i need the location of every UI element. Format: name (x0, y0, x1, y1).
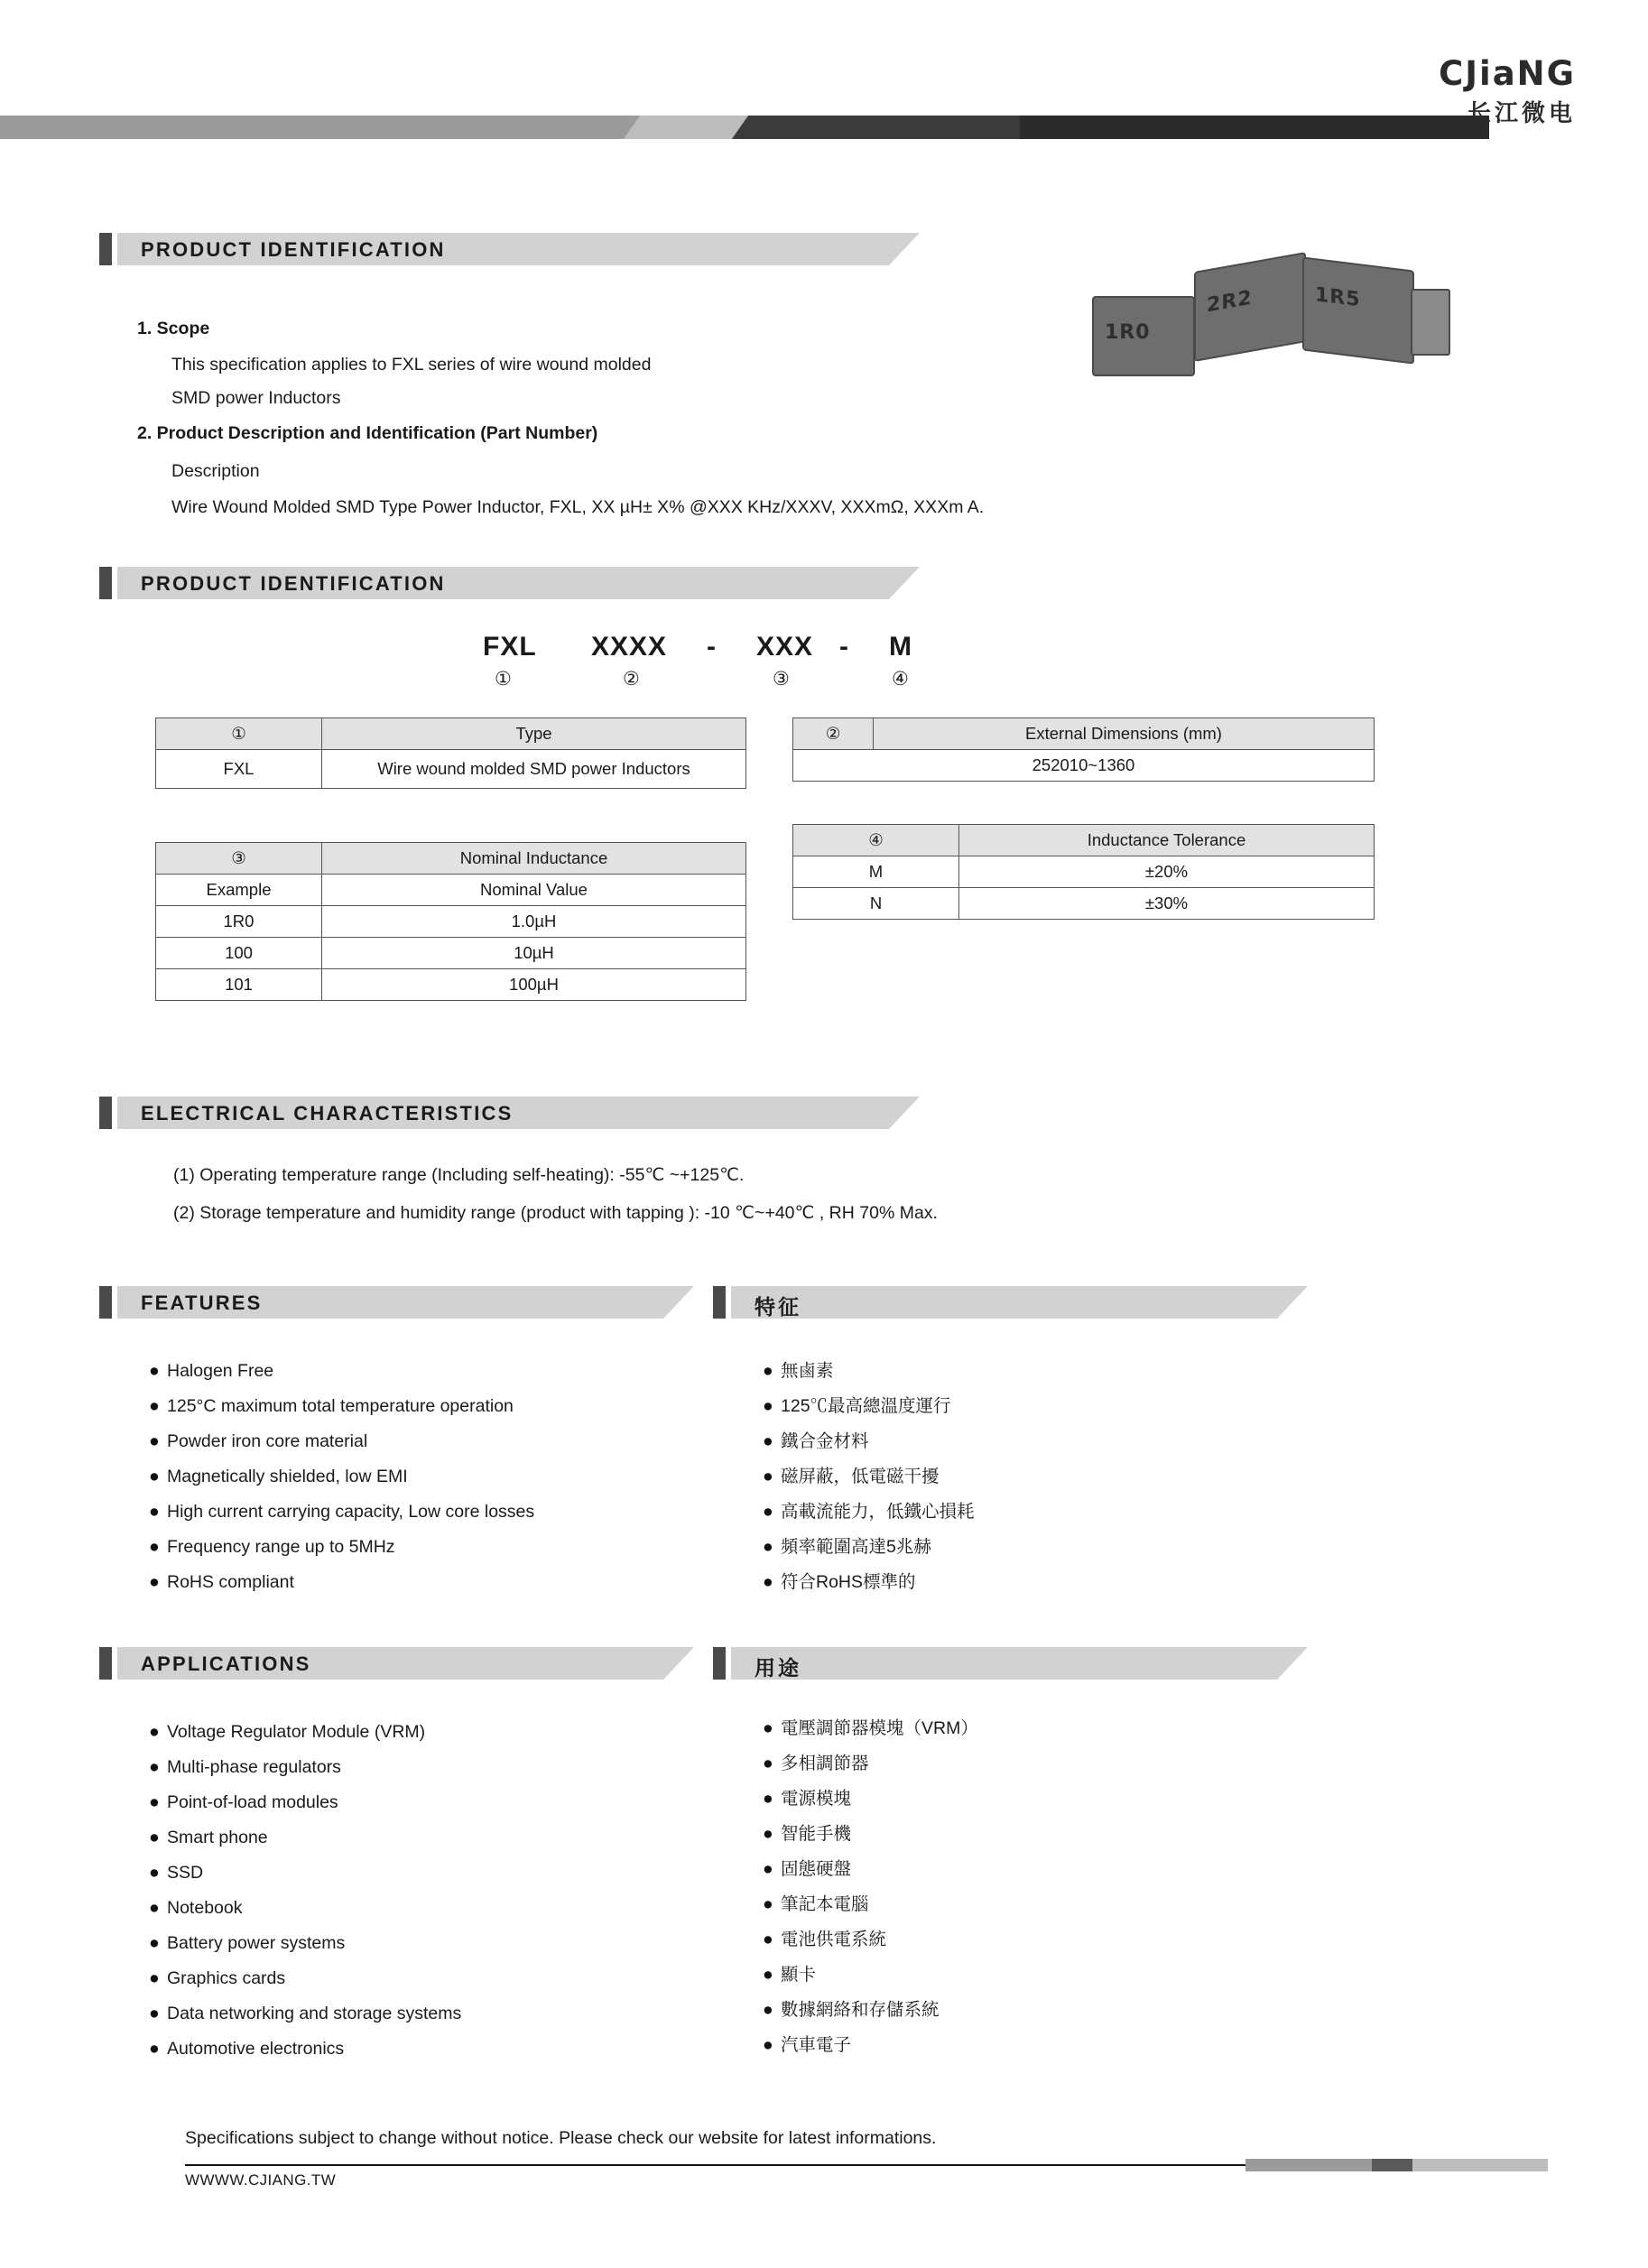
list-item (149, 1424, 534, 1459)
inductor-chip-3 (1302, 256, 1414, 364)
logo-chinese-name: 长江微电 (1467, 99, 1576, 126)
table-row (793, 825, 1375, 856)
table-row (156, 718, 746, 750)
part-number-token-2: XXXX (591, 632, 668, 662)
bullet-icon: ● (763, 2035, 773, 2055)
logo-wordmark: CJiaNG (1439, 54, 1576, 93)
chip-3-marking: 1R5 (1315, 283, 1361, 312)
part-number-marker-2: ② (623, 669, 640, 690)
list-item-label: Voltage Regulator Module (VRM) (167, 1722, 426, 1742)
table-row (793, 718, 1375, 750)
inductance-example-3: 101 (156, 969, 322, 1001)
scope-heading: 1. Scope (137, 319, 210, 338)
header-band-dark (1020, 116, 1489, 139)
bullet-icon: ● (149, 1467, 160, 1486)
bullet-icon: ● (763, 1396, 773, 1416)
list-item (149, 1715, 461, 1750)
list-item-label: 智能手機 (781, 1824, 852, 1844)
list-item-label: 符合RoHS標準的 (781, 1572, 916, 1592)
list-item-label: 多相調節器 (781, 1754, 869, 1773)
list-item (149, 1785, 461, 1820)
list-item (149, 1354, 534, 1389)
bullet-icon: ● (149, 1757, 160, 1777)
inductance-col2-header: Nominal Value (322, 875, 746, 906)
product-description-heading: 2. Product Description and Identification (Part Number) (137, 423, 598, 443)
list-item-label: 高載流能力，低鐵心損耗 (781, 1502, 975, 1522)
section-product-identification-1 (99, 233, 912, 265)
inductance-header-cell: Nominal Inductance (322, 843, 746, 875)
list-item-label: 筆記本電腦 (781, 1894, 869, 1914)
bullet-icon: ● (763, 1789, 773, 1809)
bullet-icon: ● (149, 1572, 160, 1592)
bullet-icon: ● (763, 1859, 773, 1879)
list-item-label: Point-of-load modules (167, 1792, 338, 1812)
bullet-icon: ● (763, 1467, 773, 1486)
dimensions-header-cell: External Dimensions (mm) (874, 718, 1375, 750)
company-logo (1439, 54, 1576, 128)
list-item (763, 1424, 975, 1459)
list-item (763, 2028, 978, 2063)
inductor-chip-4 (1411, 289, 1450, 356)
footer-note: Specifications subject to change without notice. Please check our website for latest informations. (185, 2128, 937, 2148)
section-title: ELECTRICAL CHARACTERISTICS (141, 1102, 514, 1125)
section-bar (731, 1647, 1277, 1680)
table-row (793, 856, 1375, 888)
section-electrical-characteristics (99, 1097, 912, 1129)
section-tick (713, 1286, 726, 1319)
list-item-label: Notebook (167, 1898, 243, 1918)
bullet-icon: ● (149, 1537, 160, 1557)
list-item (763, 1565, 975, 1600)
electrical-line-1: (1) Operating temperature range (Including self-heating): -55℃ ~+125℃. (173, 1165, 745, 1185)
tolerance-value-2: ±30% (959, 888, 1375, 920)
inductance-example-2: 100 (156, 938, 322, 969)
bullet-icon: ● (763, 2000, 773, 2020)
list-item (149, 1389, 534, 1424)
list-item-label: 頻率範圍高達5兆赫 (781, 1537, 931, 1557)
bullet-icon: ● (763, 1824, 773, 1844)
list-item-label: 125°C maximum total temperature operation (167, 1396, 514, 1416)
section-title-cjk: 用途 (755, 1656, 801, 1680)
section-title: PRODUCT IDENTIFICATION (141, 238, 446, 261)
bullet-icon: ● (149, 1502, 160, 1522)
table-row (156, 969, 746, 1001)
bullet-icon: ● (149, 1898, 160, 1918)
list-item-label: 電壓調節器模塊（VRM） (781, 1718, 978, 1738)
bullet-icon: ● (763, 1502, 773, 1522)
list-item-label: SSD (167, 1863, 204, 1883)
list-item-label: Multi-phase regulators (167, 1757, 341, 1777)
list-item (763, 1711, 978, 1746)
table-row (793, 888, 1375, 920)
bullet-icon: ● (149, 1396, 160, 1416)
bullet-icon: ● (149, 1361, 160, 1381)
inductance-example-1: 1R0 (156, 906, 322, 938)
inductance-value-3: 100µH (322, 969, 746, 1001)
dimensions-value-cell: 252010~1360 (793, 750, 1375, 782)
bullet-icon: ● (149, 2004, 160, 2023)
inductance-value-2: 10µH (322, 938, 746, 969)
table-inductance-tolerance (792, 824, 1375, 920)
table-external-dimensions (792, 717, 1375, 782)
tolerance-code-1: M (793, 856, 959, 888)
part-number-token-3: XXX (756, 632, 814, 662)
list-item (149, 1459, 534, 1495)
tolerance-code-2: N (793, 888, 959, 920)
footer-bar-light (1412, 2159, 1548, 2171)
section-title: FEATURES (141, 1291, 263, 1314)
table-row (793, 750, 1375, 782)
table-nominal-inductance (155, 842, 746, 1001)
description-label: Description (171, 461, 260, 481)
list-item (763, 1354, 975, 1389)
list-item-label: Magnetically shielded, low EMI (167, 1467, 408, 1486)
list-item (149, 2032, 461, 2067)
table-row (156, 875, 746, 906)
list-item-label: High current carrying capacity, Low core losses (167, 1502, 535, 1522)
bullet-icon: ● (763, 1930, 773, 1949)
section-features (99, 1286, 686, 1319)
bullet-icon: ● (149, 1933, 160, 1953)
footer-bar-grey (1245, 2159, 1372, 2171)
list-item (149, 1961, 461, 1996)
type-value-cell: Wire wound molded SMD power Inductors (322, 750, 746, 789)
list-item (149, 1495, 534, 1530)
applications-list (149, 1715, 461, 2067)
section-tick (99, 1647, 112, 1680)
section-tick (99, 1286, 112, 1319)
part-number-marker-4: ④ (892, 669, 909, 690)
bullet-icon: ● (763, 1537, 773, 1557)
description-text: Wire Wound Molded SMD Type Power Inductor, FXL, XX µH± X% @XXX KHz/XXXV, XXXmΩ, XXXm A. (171, 497, 985, 517)
list-item (149, 1891, 461, 1926)
part-number-marker-3: ③ (773, 669, 790, 690)
list-item (763, 1887, 978, 1922)
bullet-icon: ● (149, 2039, 160, 2059)
list-item-label: 汽車電子 (781, 2035, 852, 2055)
list-item-label: 顯卡 (781, 1965, 817, 1985)
section-applications-cjk (713, 1647, 1300, 1680)
list-item-label: 鐵合金材料 (781, 1431, 869, 1451)
list-item (763, 1530, 975, 1565)
list-item (763, 1993, 978, 2028)
chip-1-marking: 1R0 (1105, 321, 1151, 344)
list-item-label: Halogen Free (167, 1361, 274, 1381)
inductor-chip-1 (1092, 296, 1195, 376)
section-tick (713, 1647, 726, 1680)
list-item (763, 1958, 978, 1993)
bullet-icon: ● (763, 1361, 773, 1381)
list-item (149, 1750, 461, 1785)
tolerance-marker-cell: ④ (793, 825, 959, 856)
list-item-label: 125℃最高總溫度運行 (781, 1396, 951, 1416)
list-item-label: Powder iron core material (167, 1431, 368, 1451)
list-item (149, 1530, 534, 1565)
list-item-label: 電池供電系統 (781, 1930, 887, 1949)
list-item-label: Smart phone (167, 1828, 268, 1847)
list-item-label: 磁屏蔽，低電磁干擾 (781, 1467, 940, 1486)
table-row (156, 906, 746, 938)
section-tick (99, 1097, 112, 1129)
list-item-label: 無鹵素 (781, 1361, 834, 1381)
header-band-grey (0, 116, 686, 139)
section-features-cjk (713, 1286, 1300, 1319)
list-item-label: 電源模塊 (781, 1789, 852, 1809)
bullet-icon: ● (149, 1722, 160, 1742)
list-item (149, 1565, 534, 1600)
footer-website: WWWW.CJIANG.TW (185, 2171, 337, 2189)
scope-line-1: This specification applies to FXL series of wire wound molded (171, 355, 652, 375)
bullet-icon: ● (763, 1431, 773, 1451)
list-item-label: Data networking and storage systems (167, 2004, 462, 2023)
bullet-icon: ● (149, 1431, 160, 1451)
list-item-label: Automotive electronics (167, 2039, 345, 2059)
table-row (156, 938, 746, 969)
bullet-icon: ● (149, 1828, 160, 1847)
table-row (156, 843, 746, 875)
bullet-icon: ● (149, 1792, 160, 1812)
bullet-icon: ● (149, 1863, 160, 1883)
list-item-label: RoHS compliant (167, 1572, 294, 1592)
scope-line-2: SMD power Inductors (171, 388, 341, 408)
section-product-identification-2 (99, 567, 912, 599)
section-tick (99, 567, 112, 599)
type-code-cell: FXL (156, 750, 322, 789)
page-header (0, 54, 1648, 150)
list-item (763, 1817, 978, 1852)
list-item (763, 1922, 978, 1958)
type-header-cell: Type (322, 718, 746, 750)
list-item-label: Graphics cards (167, 1968, 286, 1988)
table-type (155, 717, 746, 789)
footer-bar-dark (1372, 2159, 1412, 2171)
list-item (763, 1746, 978, 1782)
list-item-label: 數據網絡和存儲系統 (781, 2000, 940, 2020)
type-marker-cell: ① (156, 718, 322, 750)
section-title-cjk: 特征 (755, 1295, 801, 1319)
list-item (763, 1389, 975, 1424)
section-bar (731, 1286, 1277, 1319)
list-item (149, 1926, 461, 1961)
section-title: PRODUCT IDENTIFICATION (141, 572, 446, 595)
part-number-marker-1: ① (495, 669, 512, 690)
list-item (149, 1820, 461, 1856)
dimensions-marker-cell: ② (793, 718, 874, 750)
bullet-icon: ● (763, 1718, 773, 1738)
list-item-label: Frequency range up to 5MHz (167, 1537, 395, 1557)
inductance-col1-header: Example (156, 875, 322, 906)
list-item (763, 1495, 975, 1530)
part-number-token-1: FXL (483, 632, 537, 662)
chip-2-marking: 2R2 (1207, 286, 1253, 318)
tolerance-header-cell: Inductance Tolerance (959, 825, 1375, 856)
section-applications (99, 1647, 686, 1680)
features-list-cjk (763, 1354, 975, 1600)
electrical-line-2: (2) Storage temperature and humidity range (product with tapping ): -10 ℃~+40℃ , RH 70% Max. (173, 1203, 938, 1223)
list-item (763, 1852, 978, 1887)
list-item (763, 1782, 978, 1817)
part-number-token-4: M (889, 632, 912, 662)
list-item-label: 固態硬盤 (781, 1859, 852, 1879)
part-number-dash-2: - (839, 632, 849, 662)
features-list (149, 1354, 534, 1600)
inductance-value-1: 1.0µH (322, 906, 746, 938)
table-row (156, 750, 746, 789)
inductor-chip-2 (1194, 252, 1306, 362)
product-photo (1069, 253, 1458, 379)
inductance-marker-cell: ③ (156, 843, 322, 875)
bullet-icon: ● (763, 1965, 773, 1985)
list-item (149, 1856, 461, 1891)
section-title: APPLICATIONS (141, 1652, 311, 1675)
list-item (763, 1459, 975, 1495)
section-tick (99, 233, 112, 265)
list-item (149, 1996, 461, 2032)
part-number-dash-1: - (707, 632, 717, 662)
tolerance-value-1: ±20% (959, 856, 1375, 888)
bullet-icon: ● (763, 1572, 773, 1592)
bullet-icon: ● (763, 1894, 773, 1914)
applications-list-cjk (763, 1711, 978, 2063)
bullet-icon: ● (763, 1754, 773, 1773)
list-item-label: Battery power systems (167, 1933, 346, 1953)
bullet-icon: ● (149, 1968, 160, 1988)
